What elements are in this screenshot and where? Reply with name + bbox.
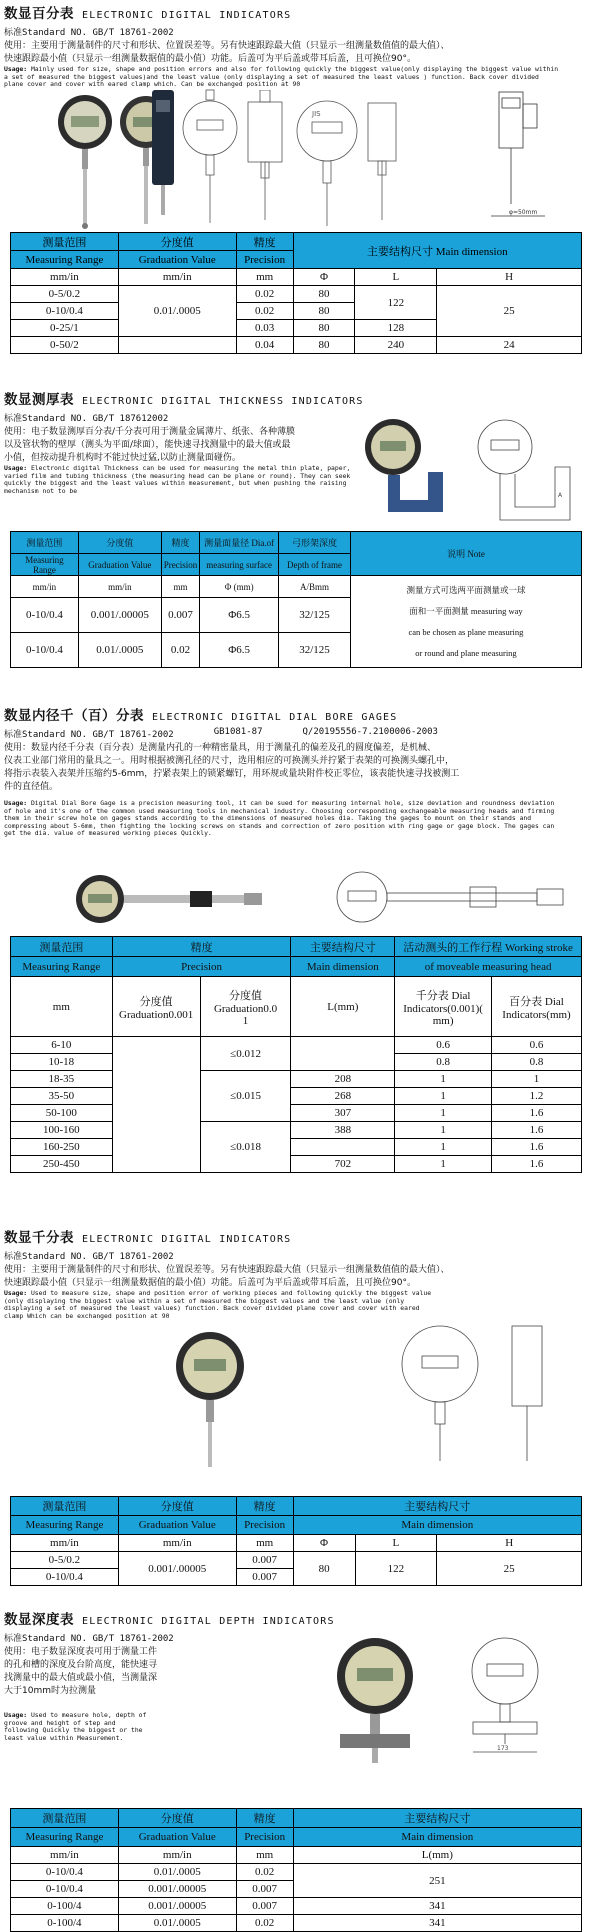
header-graduation-en: Graduation Value (118, 1828, 236, 1847)
table-cell: 32/125 (279, 598, 351, 633)
header-main-en: Main dimension (293, 1828, 581, 1847)
svg-text:A: A (558, 492, 563, 499)
table-cell: 0-10/0.4 (11, 633, 79, 668)
header-main-en: Main dimension (293, 1516, 581, 1535)
section-title-en: ELECTRONIC DIGITAL DEPTH INDICATORS (82, 1616, 335, 1627)
table-cell: 0.001/.00005 (118, 1898, 236, 1915)
header-stroke-cn: 活动测头的工作行程 Working stroke (395, 937, 582, 957)
table-cell: 80 (293, 337, 355, 354)
table-cell: 25 (437, 286, 582, 337)
header-range-cn: 测量范围 (11, 1497, 119, 1516)
bore-gage-drawing (330, 867, 580, 927)
table-cell: 0.02 (236, 286, 293, 303)
table-cell: 0.007 (236, 1552, 293, 1569)
indicator-photo-large (55, 92, 115, 242)
table-cell: 0-10/0.4 (11, 598, 79, 633)
spec-table-bore-gages (10, 936, 582, 1173)
table-cell: 341 (293, 1915, 581, 1932)
table-cell: 18-35 (11, 1071, 113, 1088)
table-cell: 50-100 (11, 1105, 113, 1122)
unit-cell: 百分表 Dial Indicators(mm) (492, 977, 582, 1037)
unit-cell: A/Bmm (279, 576, 351, 598)
table-cell: 100-160 (11, 1122, 113, 1139)
table-cell: 0-10/0.4 (11, 303, 119, 320)
header-depth-en: Depth of frame (279, 554, 351, 576)
table-cell: 0.03 (236, 320, 293, 337)
header-precision-en: Precision (236, 251, 293, 269)
header-precision-en: Precision (161, 554, 200, 576)
table-cell: 0-100/4 (11, 1915, 119, 1932)
header-graduation-en: Graduation Value (118, 1516, 236, 1535)
usage-cn-line-2: 快速跟踪最小值（只显示一组测量数据值的最小值）功能。后盖可为平后盖或带耳后盖，且可换位90°。 (4, 54, 416, 64)
section-digital-indicators-001 (0, 1226, 603, 1606)
bore-gage-photo (70, 869, 270, 929)
table-cell: 1.6 (492, 1105, 582, 1122)
usage-cn-line-3: 将指示表装入表架并压缩约5-6mm，拧紧表架上的锁紧螺钉，用环规或量块附件校正零位，该表能快速寻找被测工 (4, 769, 460, 779)
table-cell: 0.02 (236, 303, 293, 320)
table-cell: 0-5/0.2 (11, 286, 119, 303)
table-cell (291, 1037, 395, 1071)
table-cell: 0.8 (395, 1054, 492, 1071)
usage-cn-line-1: 使用：数显内径千分表（百分表）是测量内孔的一种精密量具，用于测量孔的偏差及孔的圆度偏差，是机械、 (4, 743, 437, 753)
unit-cell: mm/in (118, 1847, 236, 1864)
section-title-cn: 数显深度表 (4, 1612, 74, 1628)
table-cell: 0-10/0.4 (11, 1569, 119, 1586)
table-cell: 0.001/.00005 (118, 1552, 236, 1586)
section-title-cn: 数显测厚表 (4, 392, 74, 408)
header-main-cn: 主要结构尺寸 (291, 937, 395, 957)
table-cell: 128 (355, 320, 437, 337)
header-precision-cn: 精度 (161, 532, 200, 554)
table-cell: 250-450 (11, 1156, 113, 1173)
unit-cell: mm/in (78, 576, 161, 598)
header-range-en: Measuring Range (11, 554, 79, 576)
header-precision-en: Precision (112, 957, 291, 977)
header-precision-cn: 精度 (112, 937, 291, 957)
table-cell: 0.007 (161, 598, 200, 633)
header-range-cn: 测量范围 (11, 937, 113, 957)
table-cell: 0.04 (236, 337, 293, 354)
indicator-drawing-dial (290, 86, 365, 231)
table-cell: 0.007 (236, 1881, 293, 1898)
svg-text:JIS: JIS (312, 110, 321, 118)
header-graduation-en: Graduation Value (118, 251, 236, 269)
header-range-cn: 测量范围 (11, 233, 119, 251)
header-surface-dia: 测量面量径 Dia.of (200, 532, 279, 554)
table-cell: 80 (293, 320, 355, 337)
table-cell: Φ6.5 (200, 598, 279, 633)
usage-cn-line-2: 快速跟踪最小值（只显示一组测量数据值的最小值）功能。后盖可为平后盖或带耳后盖，且可换位90°。 (4, 1278, 416, 1288)
unit-cell: L (355, 1535, 437, 1552)
table-cell: 307 (291, 1105, 395, 1122)
table-cell: 32/125 (279, 633, 351, 668)
usage-cn-line-1: 使用：主要用于测量制件的尺寸和形状、位置误差等。另有快速跟踪最大值（只显示一组测量数值值的最大值）、 (4, 1265, 450, 1275)
note-cell: 测量方式可选两平面测量或一球 面和一平面测量 measuring way can be chosen as plane measuring or round and plane measuring (350, 576, 581, 668)
table-cell: 1 (492, 1071, 582, 1088)
unit-cell: L (355, 269, 437, 286)
header-range-en: Measuring Range (11, 251, 119, 269)
table-cell: 0.007 (236, 1898, 293, 1915)
section-title-en: ELECTRONIC DIGITAL INDICATORS (82, 1234, 292, 1245)
usage-cn-line-2: 仪表工业部门常用的量具之一。用时根据被测孔径的尺寸，选用相应的可换测头并拧紧于表架的可换测头螺孔中， (4, 756, 455, 766)
unit-cell: mm/in (11, 1847, 119, 1864)
table-cell: 25 (437, 1552, 582, 1586)
table-cell: 35-50 (11, 1088, 113, 1105)
unit-cell: mm (236, 1847, 293, 1864)
spec-table-indicators (10, 232, 582, 354)
svg-text:173: 173 (497, 1745, 509, 1752)
unit-cell: H (437, 1535, 582, 1552)
table-cell: 1.2 (492, 1088, 582, 1105)
table-cell: 1 (395, 1122, 492, 1139)
table-cell: 24 (437, 337, 582, 354)
unit-cell: Φ (mm) (200, 576, 279, 598)
table-cell: 1 (395, 1105, 492, 1122)
unit-cell: Φ (293, 269, 355, 286)
header-main-cn: 主要结构尺寸 (293, 1809, 581, 1828)
table-cell: 251 (293, 1864, 581, 1898)
unit-cell: Φ (293, 1535, 355, 1552)
header-main-dimension: 主要结构尺寸 Main dimension (293, 233, 581, 269)
table-cell: 122 (355, 1552, 437, 1586)
indicator-drawing-side (240, 90, 290, 230)
table-cell: 0.8 (492, 1054, 582, 1071)
table-cell: 702 (291, 1156, 395, 1173)
usage-en: Usage: Used to measure hole, depth of groove and height of step and following Quickly the biggest or the least value within Measurement. (4, 1711, 147, 1742)
header-range-cn: 测量范围 (11, 532, 79, 554)
table-cell: 1 (395, 1088, 492, 1105)
usage-cn-line-4: 大于10mm时为拉测量 (4, 1686, 96, 1696)
indicator-drawing-front (180, 88, 240, 233)
table-cell: 0.001/.00005 (118, 1881, 236, 1898)
header-main-cn: 主要结构尺寸 (293, 1497, 581, 1516)
unit-cell: 分度值 Graduation0.0 1 (200, 977, 291, 1037)
table-cell: 0-5/0.2 (11, 1552, 119, 1569)
unit-cell: mm (236, 269, 293, 286)
unit-cell: L(mm) (293, 1847, 581, 1864)
usage-en: Usage: Electronic digital Thickness can be used for measuring the metal thin plate, paper, varied film and tubing thickness (the measuring head can be plane or round). They can seek quickly the biggest and the least values within measurement, but when pushing the raising mechanism not to be (4, 464, 351, 495)
table-cell: 122 (355, 286, 437, 320)
table-cell: 0.01/.0005 (118, 1864, 236, 1881)
section-title-en: ELECTRONIC DIGITAL INDICATORS (82, 10, 292, 21)
depth-gauge-photo (320, 1626, 430, 1766)
table-cell (291, 1139, 395, 1156)
unit-cell: mm/in (11, 1535, 119, 1552)
table-cell: 80 (293, 303, 355, 320)
table-cell: 208 (291, 1071, 395, 1088)
table-cell: 80 (293, 1552, 355, 1586)
table-cell: 0.01/.0005 (118, 1915, 236, 1932)
usage-cn-line-1: 使用：电子数显测厚百分表/千分表可用于测量金属薄片、纸张、各种薄膜 (4, 427, 296, 437)
unit-cell: 分度值 Graduation0.001 (112, 977, 200, 1037)
table-cell: 10-18 (11, 1054, 113, 1071)
unit-cell: mm/in (11, 269, 119, 286)
usage-cn-line-2: 的孔和槽的深度及台阶高度，能快速寻 (4, 1660, 158, 1670)
usage-cn-line-3: 小值，但按动提升机构时不能过快过猛,以防止测量面碰伤。 (4, 453, 241, 463)
table-cell: 0-10/0.4 (11, 1864, 119, 1881)
table-cell: 1 (395, 1139, 492, 1156)
table-cell: 1.6 (492, 1122, 582, 1139)
header-stroke-en: of moveable measuring head (395, 957, 582, 977)
table-cell: 268 (291, 1088, 395, 1105)
table-cell: 1 (395, 1071, 492, 1088)
header-range-cn: 测量范围 (11, 1809, 119, 1828)
usage-en: Usage: Mainly used for size, shape and position errors and also for following quickly the biggest value(only displaying the biggest value within a set of measured the biggest values)and the least value (only displaying a set of measured the least values ) function. Back cover divided plane cover and cover with eared clamp which. Can be exchanged position at 90 (4, 65, 559, 89)
section-title-cn: 数显千分表 (4, 1230, 74, 1246)
unit-cell: H (437, 269, 582, 286)
section-thickness-indicators (0, 388, 603, 708)
unit-cell: mm/in (11, 576, 79, 598)
standard-number: 标准Standard NO. GB/T 187612002 (4, 414, 169, 424)
table-cell (118, 337, 236, 354)
usage-cn-line-4: 件的直径值。 (4, 782, 59, 792)
header-graduation-en: Graduation Value (78, 554, 161, 576)
svg-text:φ=50mm: φ=50mm (509, 209, 538, 216)
header-range-en: Measuring Range (11, 1516, 119, 1535)
standard-number: 标准Standard NO. GB/T 18761-2002 (4, 1634, 174, 1644)
spec-table-indicators-001 (10, 1496, 582, 1586)
standard-numbers: 标准Standard NO. GB/T 18761-2002 GB1081-87 Q/20195556-7.2100006-2003 (4, 727, 438, 740)
table-cell: 0.02 (161, 633, 200, 668)
thickness-gauge-drawing (470, 412, 585, 537)
usage-en: Usage: Digital Dial Bore Gage is a precision measuring tool, it can be sued for measuring internal hole, size deviation and roundness deviation of hole and it's one of the common used measuring tools in mechanical industry. Choosing corresponding exchangeable measuring heads and firming them in their screw hole on gages stands according to the dimensions of measured holes dia. Taking the gages to mount on their stands and compressing about 5-6mm, then fighting the locking screws on stands and correction of zero position with ring gage or gage block. The gages can get the dia. value of measured working pieces Quickly. (4, 799, 555, 838)
table-cell: 0.01/.0005 (78, 633, 161, 668)
table-cell: 0.02 (236, 1915, 293, 1932)
section-title-en: ELECTRONIC DIGITAL THICKNESS INDICATORS (82, 396, 364, 407)
indicator-drawing-back (360, 95, 405, 225)
header-graduation-cn: 分度值 (118, 1809, 236, 1828)
unit-cell: mm (161, 576, 200, 598)
header-main-en: Main dimension (291, 957, 395, 977)
usage-cn-line-1: 使用：电子数显深度表可用于测量工件 (4, 1647, 158, 1657)
usage-cn-line-1: 使用：主要用于测量制件的尺寸和形状、位置误差等。另有快速跟踪最大值（只显示一组测量数值值的最大值）、 (4, 41, 450, 51)
header-precision-cn: 精度 (236, 1809, 293, 1828)
section-title-cn: 数显内径千（百）分表 (4, 708, 144, 724)
table-cell: 0.007 (236, 1569, 293, 1586)
thickness-gauge-photo (358, 412, 453, 532)
table-cell: 1 (395, 1156, 492, 1173)
header-note: 说明 Note (350, 532, 581, 576)
usage-cn-line-2: 以及管状物的壁厚（测头为平面/球面），能快速寻找测量中的最大值或最 (4, 440, 291, 450)
usage-cn-line-3: 找测量中的最大值或最小值，当测量深 (4, 1673, 158, 1683)
table-cell: ≤0.015 (200, 1071, 291, 1122)
table-cell: 0-25/1 (11, 320, 119, 337)
table-cell: 160-250 (11, 1139, 113, 1156)
unit-cell: mm (11, 977, 113, 1037)
table-cell: 0.01/.0005 (118, 286, 236, 337)
table-cell: 0.02 (236, 1864, 293, 1881)
table-cell: Φ6.5 (200, 633, 279, 668)
table-cell: 0.001/.00005 (78, 598, 161, 633)
usage-en: Usage: Used to measure size, shape and position error of working pieces and following quickly the biggest value (only displaying the biggest value within a set of measured the biggest values and the least value (only displaying a set of measured the least values) function. Back cover divided plane cover and cover with eared clamp Which can be exchanged position at 90 (4, 1289, 432, 1320)
table-cell: 388 (291, 1122, 395, 1139)
indicator-side-drawing (500, 1316, 555, 1466)
header-range-en: Measuring Range (11, 957, 113, 977)
indicator-photo-rect (148, 82, 178, 222)
header-graduation-cn: 分度值 (78, 532, 161, 554)
header-precision-en: Precision (236, 1828, 293, 1847)
section-depth-indicators (0, 1608, 603, 1932)
standard-number: 标准Standard NO. GB/T 18761-2002 (4, 1252, 174, 1262)
header-precision-cn: 精度 (236, 233, 293, 251)
table-cell: 0.6 (395, 1037, 492, 1054)
header-surface-en: measuring surface (200, 554, 279, 576)
table-cell: 341 (293, 1898, 581, 1915)
header-precision-cn: 精度 (236, 1497, 293, 1516)
depth-gauge-drawing (445, 1626, 565, 1761)
table-cell: ≤0.012 (200, 1037, 291, 1071)
table-cell: ≤0.018 (200, 1122, 291, 1173)
indicator-front-drawing (385, 1316, 495, 1466)
standard-number: 标准Standard NO. GB/T 18761-2002 (4, 28, 174, 38)
header-frame-depth: 弓形架深度 (279, 532, 351, 554)
indicator-dimension-drawing (485, 84, 560, 224)
table-cell (112, 1037, 200, 1173)
indicator-photo (170, 1326, 250, 1476)
section-digital-indicators (0, 0, 603, 390)
table-cell: 0-50/2 (11, 337, 119, 354)
unit-cell: mm/in (118, 1535, 236, 1552)
spec-table-thickness (10, 531, 582, 668)
section-title-cn: 数显百分表 (4, 6, 74, 22)
header-precision-en: Precision (236, 1516, 293, 1535)
table-cell: 0.6 (492, 1037, 582, 1054)
table-cell: 80 (293, 286, 355, 303)
unit-cell: L(mm) (291, 977, 395, 1037)
table-cell: 0-10/0.4 (11, 1881, 119, 1898)
unit-cell: 千分表 Dial Indicators(0.001)( mm) (395, 977, 492, 1037)
header-graduation-cn: 分度值 (118, 1497, 236, 1516)
table-cell: 1.6 (492, 1156, 582, 1173)
unit-cell: mm (236, 1535, 293, 1552)
spec-table-depth (10, 1808, 582, 1932)
unit-cell: mm/in (118, 269, 236, 286)
table-cell: 6-10 (11, 1037, 113, 1054)
table-cell: 240 (355, 337, 437, 354)
header-graduation-cn: 分度值 (118, 233, 236, 251)
section-title-en: ELECTRONIC DIGITAL DIAL BORE GAGES (152, 712, 398, 723)
header-range-en: Measuring Range (11, 1828, 119, 1847)
section-dial-bore-gages (0, 704, 603, 1224)
table-cell: 1.6 (492, 1139, 582, 1156)
table-cell: 0-100/4 (11, 1898, 119, 1915)
